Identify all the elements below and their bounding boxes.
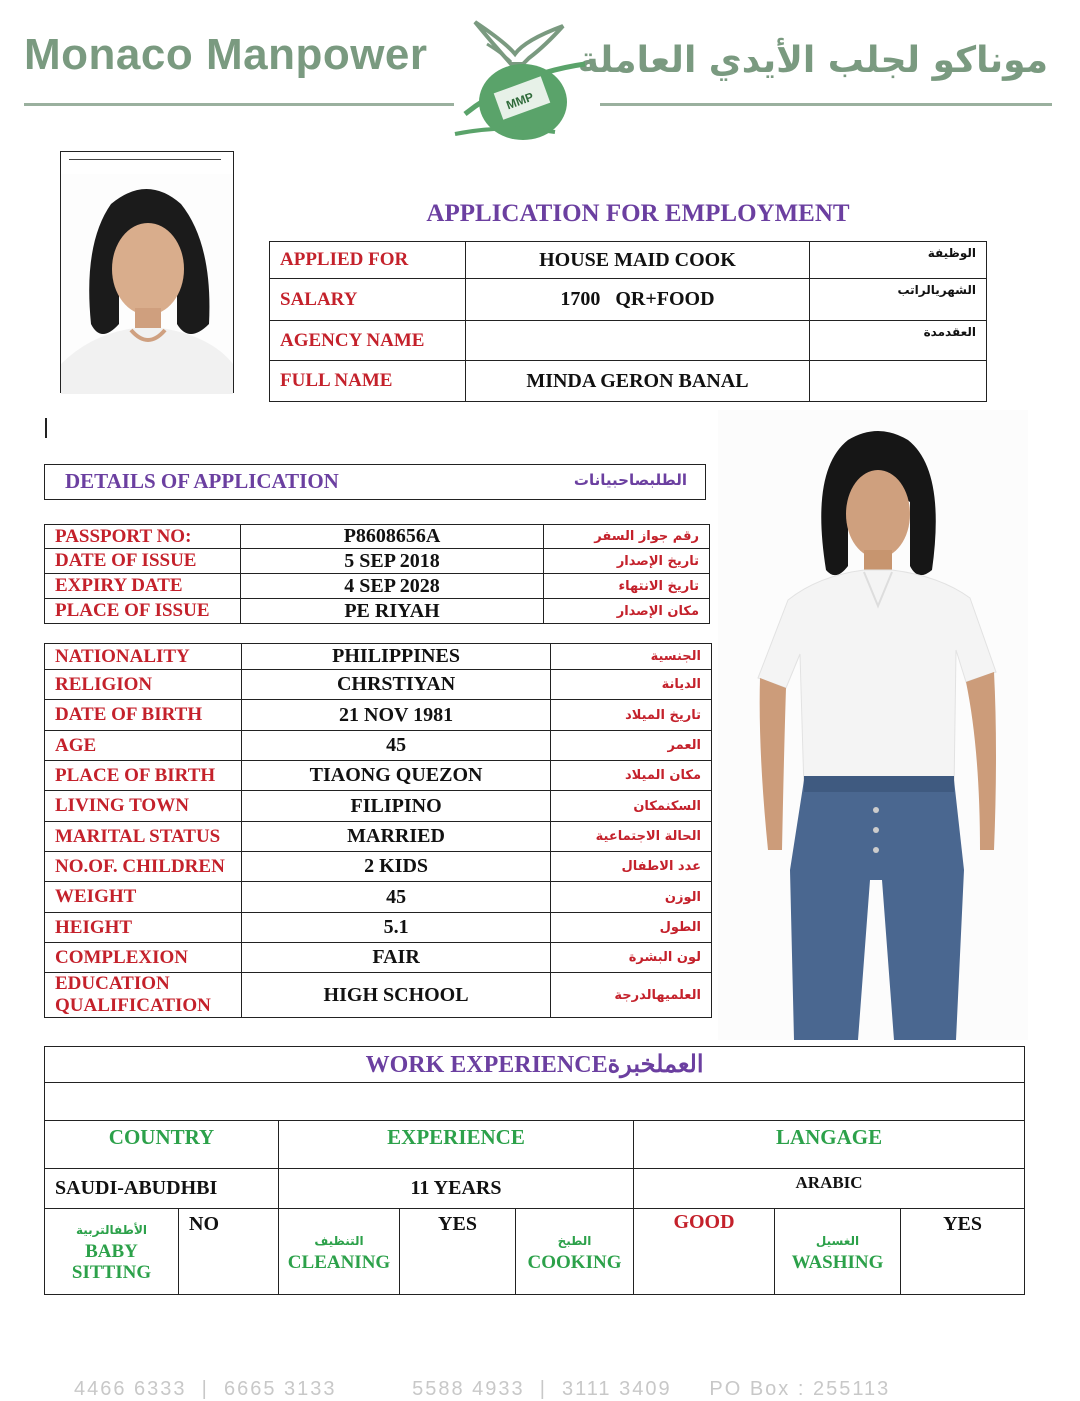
table-row [45, 1121, 1025, 1169]
table-row [45, 791, 712, 822]
field-label-arabic: العمر [551, 731, 712, 761]
work-experience-years: 11 YEARS [279, 1169, 634, 1209]
table-row [45, 1083, 1025, 1121]
table-row [45, 574, 710, 599]
header-line-right [600, 103, 1052, 106]
work-experience-heading: WORK EXPERIENCEالعملخبرة [45, 1047, 1025, 1083]
field-label-arabic: الوظيفة [810, 242, 987, 279]
field-value: 2 KIDS [241, 852, 550, 882]
details-heading-box [44, 464, 706, 500]
text-cursor [45, 418, 47, 438]
passport-table [44, 524, 710, 624]
field-value: HOUSE MAID COOK [465, 242, 809, 279]
field-label-arabic: تاريخ الإصدار [544, 549, 710, 574]
table-row [45, 761, 712, 791]
field-label-arabic: الطول [551, 913, 712, 943]
field-label: PASSPORT NO: [45, 525, 241, 549]
table-row [45, 670, 712, 700]
skill-label-arabic: الأطفالتربية [75, 1223, 148, 1237]
field-value: 45 [241, 882, 550, 913]
form-title: APPLICATION FOR EMPLOYMENT [426, 200, 850, 227]
empty-row [45, 1083, 1025, 1121]
skill-washing [775, 1209, 901, 1295]
application-info-table [269, 241, 987, 402]
skill-label-arabic: الطبخ [557, 1233, 592, 1248]
table-row [45, 700, 712, 731]
field-label-arabic: الوزن [551, 882, 712, 913]
photo-frame-line [69, 159, 221, 160]
skill-cooking [516, 1209, 634, 1295]
skill-label: COOKING [527, 1251, 622, 1273]
field-value: MINDA GERON BANAL [465, 361, 809, 402]
table-row [270, 321, 987, 361]
field-value: TIAONG QUEZON [241, 761, 550, 791]
field-value: 4 SEP 2028 [240, 574, 543, 599]
field-label-arabic: السكنمكان [551, 791, 712, 822]
skill-value: YES [901, 1209, 1025, 1295]
field-label-arabic: عدد الاطفال [551, 852, 712, 882]
table-row [45, 1209, 1025, 1295]
field-label: DATE OF ISSUE [45, 549, 241, 574]
field-label-arabic: مكان الميلاد [551, 761, 712, 791]
field-label-arabic: تاريخ الميلاد [551, 700, 712, 731]
field-label-arabic: مكان الإصدار [544, 599, 710, 624]
field-label-arabic: الديانة [551, 670, 712, 700]
field-label-arabic: الحالة الاجتماعية [551, 822, 712, 852]
table-row [270, 242, 987, 279]
field-value: 5 SEP 2018 [240, 549, 543, 574]
field-label-arabic: العقدمدة [810, 321, 987, 361]
column-header-language: LANGAGE [634, 1121, 1025, 1169]
table-row [45, 973, 712, 1018]
field-label: MARITAL STATUS [45, 822, 242, 852]
table-row [45, 549, 710, 574]
field-label: RELIGION [45, 670, 242, 700]
field-value: P8608656A [240, 525, 543, 549]
skill-baby-sitting [45, 1209, 179, 1295]
field-label: PLACE OF ISSUE [45, 599, 241, 624]
brand-name-english: Monaco Manpower [24, 30, 428, 79]
skill-label: CLEANING [287, 1251, 391, 1273]
field-value: FAIR [241, 943, 550, 973]
table-row [45, 852, 712, 882]
field-label-arabic: لون البشرة [551, 943, 712, 973]
table-row [270, 361, 987, 402]
table-row [270, 279, 987, 321]
field-value: HIGH SCHOOL [241, 973, 550, 1018]
footer-contact: 4466 6333 | 6665 3133 5588 4933 | 3111 3409 PO Box : 255113 [74, 1378, 891, 1400]
field-value [465, 321, 809, 361]
field-label: EDUCATION QUALIFICATION [45, 973, 242, 1018]
field-value: FILIPINO [241, 791, 550, 822]
column-header-experience: EXPERIENCE [279, 1121, 634, 1169]
table-row [45, 913, 712, 943]
full-body-photo [718, 410, 1028, 1040]
header-line-left [24, 103, 454, 106]
field-value: CHRSTIYAN [241, 670, 550, 700]
field-value: 45 [241, 731, 550, 761]
field-value: 21 NOV 1981 [241, 700, 550, 731]
field-label: NO.OF. CHILDREN [45, 852, 242, 882]
field-label: APPLIED FOR [270, 242, 466, 279]
passport-photo [60, 151, 234, 393]
field-value: 1700 QR+FOOD [465, 279, 809, 321]
table-row [45, 882, 712, 913]
work-experience-table [44, 1046, 1025, 1295]
field-label: DATE OF BIRTH [45, 700, 242, 731]
field-label-arabic: العلميهالدرجة [551, 973, 712, 1018]
column-header-country: COUNTRY [45, 1121, 279, 1169]
field-label: NATIONALITY [45, 644, 242, 670]
field-label: FULL NAME [270, 361, 466, 402]
skill-cleaning [279, 1209, 400, 1295]
field-label: WEIGHT [45, 882, 242, 913]
field-label: LIVING TOWN [45, 791, 242, 822]
table-row [45, 599, 710, 624]
table-row [45, 943, 712, 973]
personal-details-table [44, 643, 712, 1018]
skill-value: NO [179, 1209, 279, 1295]
table-row [45, 822, 712, 852]
skill-value: GOOD [634, 1209, 775, 1295]
field-label: AGENCY NAME [270, 321, 466, 361]
brand-name-arabic: موناكو لجلب الأيدي العاملة [577, 40, 1048, 81]
field-label-arabic: رقم جواز السفر [544, 525, 710, 549]
skill-value: YES [400, 1209, 516, 1295]
table-row [45, 644, 712, 670]
table-row [45, 525, 710, 549]
field-label: PLACE OF BIRTH [45, 761, 242, 791]
table-row [45, 731, 712, 761]
field-label: EXPIRY DATE [45, 574, 241, 599]
work-language: ARABIC [634, 1169, 1025, 1209]
company-logo-icon [445, 14, 595, 144]
field-value: 5.1 [241, 913, 550, 943]
field-label: SALARY [270, 279, 466, 321]
svg-text:MMP: MMP [504, 89, 536, 113]
field-label-arabic [810, 361, 987, 402]
skill-label: BABY SITTING [71, 1241, 152, 1283]
field-value: PHILIPPINES [241, 644, 550, 670]
field-label-arabic: تاريخ الانتهاء [544, 574, 710, 599]
field-label: HEIGHT [45, 913, 242, 943]
field-label-arabic: الشهريالراتب [810, 279, 987, 321]
field-label: COMPLEXION [45, 943, 242, 973]
details-heading: DETAILS OF APPLICATION [65, 469, 339, 493]
work-country: SAUDI-ABUDHBI [45, 1169, 279, 1209]
skill-label: WASHING [791, 1251, 884, 1273]
headshot-image [61, 174, 233, 394]
field-value: MARRIED [241, 822, 550, 852]
skill-label-arabic: التنظيف [314, 1233, 364, 1248]
field-value: PE RIYAH [240, 599, 543, 624]
field-label: AGE [45, 731, 242, 761]
skill-label-arabic: الغسيل [815, 1233, 860, 1248]
details-heading-arabic: الطلبصاحبيانات [573, 471, 687, 489]
table-row [45, 1169, 1025, 1209]
table-row [45, 1047, 1025, 1083]
field-label-arabic: الجنسية [551, 644, 712, 670]
